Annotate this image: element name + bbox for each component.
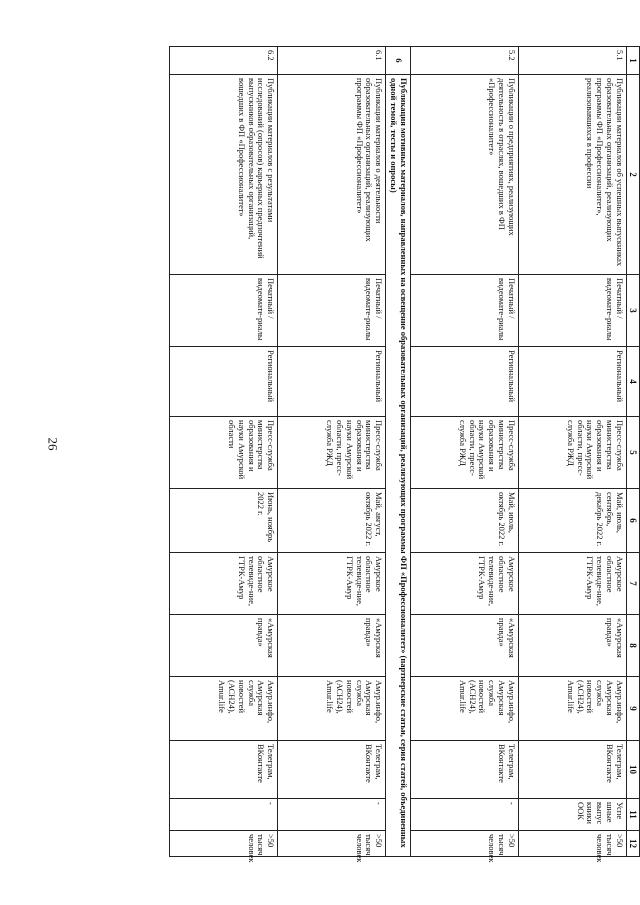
row-reach: >50 тысяч человек: [170, 831, 278, 857]
row-description: Публикации материалов о деятельности образовательных организаций, реализующих программы ФП «Профессионалитет»: [278, 75, 386, 275]
row-social: Телеграм, ВКонтакте: [410, 741, 518, 799]
col-header: 1: [626, 47, 639, 75]
row-extra: -: [410, 799, 518, 831]
row-press: «Амурская правда»: [278, 615, 386, 677]
row-format: Печатный / видеомате-риалы: [170, 275, 278, 347]
row-number: 6.2: [170, 47, 278, 75]
row-press: «Амурская правда»: [170, 615, 278, 677]
row-number: 5.2: [410, 47, 518, 75]
col-header: 9: [626, 677, 639, 741]
page-number: 26: [45, 437, 61, 451]
col-header: 8: [626, 615, 639, 677]
row-extra: -: [278, 799, 386, 831]
row-reach: >50 тысяч человек: [518, 831, 626, 857]
row-source: Пресс-служба министерства образования и науки Амурской области, пресс-служба РЖД: [518, 417, 626, 489]
row-press: «Амурская правда»: [518, 615, 626, 677]
header-row: [626, 47, 639, 857]
row-extra: Успе шные выпус кники ООК: [518, 799, 626, 831]
row-social: Телеграм, ВКонтакте: [278, 741, 386, 799]
row-dates: Май, июль, октябрь 2022 г.: [410, 489, 518, 553]
row-level: Региональный: [518, 347, 626, 417]
row-online: Амур.инфо, Амурская служба новостей (АСН24), Amur.life: [278, 677, 386, 741]
row-press: «Амурская правда»: [410, 615, 518, 677]
row-tv: Амурское областное телевиде-ние, ГТРК-Амур: [170, 553, 278, 615]
row-format: Печатный / видеомате-риалы: [518, 275, 626, 347]
row-number: 6.1: [278, 47, 386, 75]
row-social: Телеграм, ВКонтакте: [170, 741, 278, 799]
section-title: Публикация мотивных материалов, направленных на освещение образовательных организаций, реализующих программы ФП «Профессионалитет» (партнерские статьи, серия статей, объединенных одной темой, тесты и опросы): [386, 75, 411, 857]
col-header: 7: [626, 553, 639, 615]
rotated-table-sheet: [100, 46, 640, 863]
row-reach: >50 тысяч человек: [410, 831, 518, 857]
row-format: Печатный / видеомате-риалы: [410, 275, 518, 347]
row-dates: Май, август, октябрь 2022 г.: [278, 489, 386, 553]
row-extra: -: [170, 799, 278, 831]
row-level: Региональный: [170, 347, 278, 417]
col-header: 12: [626, 831, 639, 857]
col-header: 10: [626, 741, 639, 799]
row-online: Амур.инфо, Амурская служба новостей (АСН24), Amur.life: [410, 677, 518, 741]
row-level: Региональный: [278, 347, 386, 417]
col-header: 3: [626, 275, 639, 347]
row-format: Печатный / видеомате-риалы: [278, 275, 386, 347]
row-online: Амур.инфо, Амурская служба новостей (АСН24), Amur.life: [518, 677, 626, 741]
row-tv: Амурское областное телевиде-ние, ГТРК-Амур: [518, 553, 626, 615]
row-reach: >50 тысяч человек: [278, 831, 386, 857]
row-description: Публикации о предприятиях, реализующих деятельность в отраслях, вошедших в ФП «Профессионалитет»: [410, 75, 518, 275]
row-tv: Амурское областное телевиде-ние, ГТРК-Амур: [278, 553, 386, 615]
row-dates: Май, июль, сентябрь, декабрь 2022 г.: [518, 489, 626, 553]
table-row: [278, 47, 386, 857]
table-row: [410, 47, 518, 857]
section-number: 6: [386, 47, 411, 75]
row-dates: Июнь, ноябрь 2022 г.: [170, 489, 278, 553]
table-row: [518, 47, 626, 857]
media-plan-table: [169, 46, 640, 863]
row-online: Амур.инфо, Амурская служба новостей (АСН24), Amur.life: [170, 677, 278, 741]
col-header: 5: [626, 417, 639, 489]
row-source: Пресс-служба министерства образования и науки Амурской области, пресс-служба РЖД: [410, 417, 518, 489]
row-number: 5.1: [518, 47, 626, 75]
row-source: Пресс-служба министерства образования и науки Амурской области, пресс-служба РЖД: [278, 417, 386, 489]
row-level: Региональный: [410, 347, 518, 417]
row-source: Пресс-служба министерства образования и науки Амурской области: [170, 417, 278, 489]
row-description: Публикации материалов с результатами исследований (опросов) карьерных предпочтений выпускников образовательных организаций, вошедших в ФП «Профессионалитет»: [170, 75, 278, 275]
col-header: 2: [626, 75, 639, 275]
col-header: 6: [626, 489, 639, 553]
section-row: [386, 47, 411, 857]
row-tv: Амурское областное телевиде-ние, ГТРК-Амур: [410, 553, 518, 615]
table-row: [170, 47, 278, 857]
col-header: 11: [626, 799, 639, 831]
col-header: 4: [626, 347, 639, 417]
row-description: Публикации материалов об успешных выпускниках образовательных организаций, реализующих программы ФП «Профессионалитет», реализовавшихся в профессии: [518, 75, 626, 275]
row-social: Телеграм, ВКонтакте: [518, 741, 626, 799]
